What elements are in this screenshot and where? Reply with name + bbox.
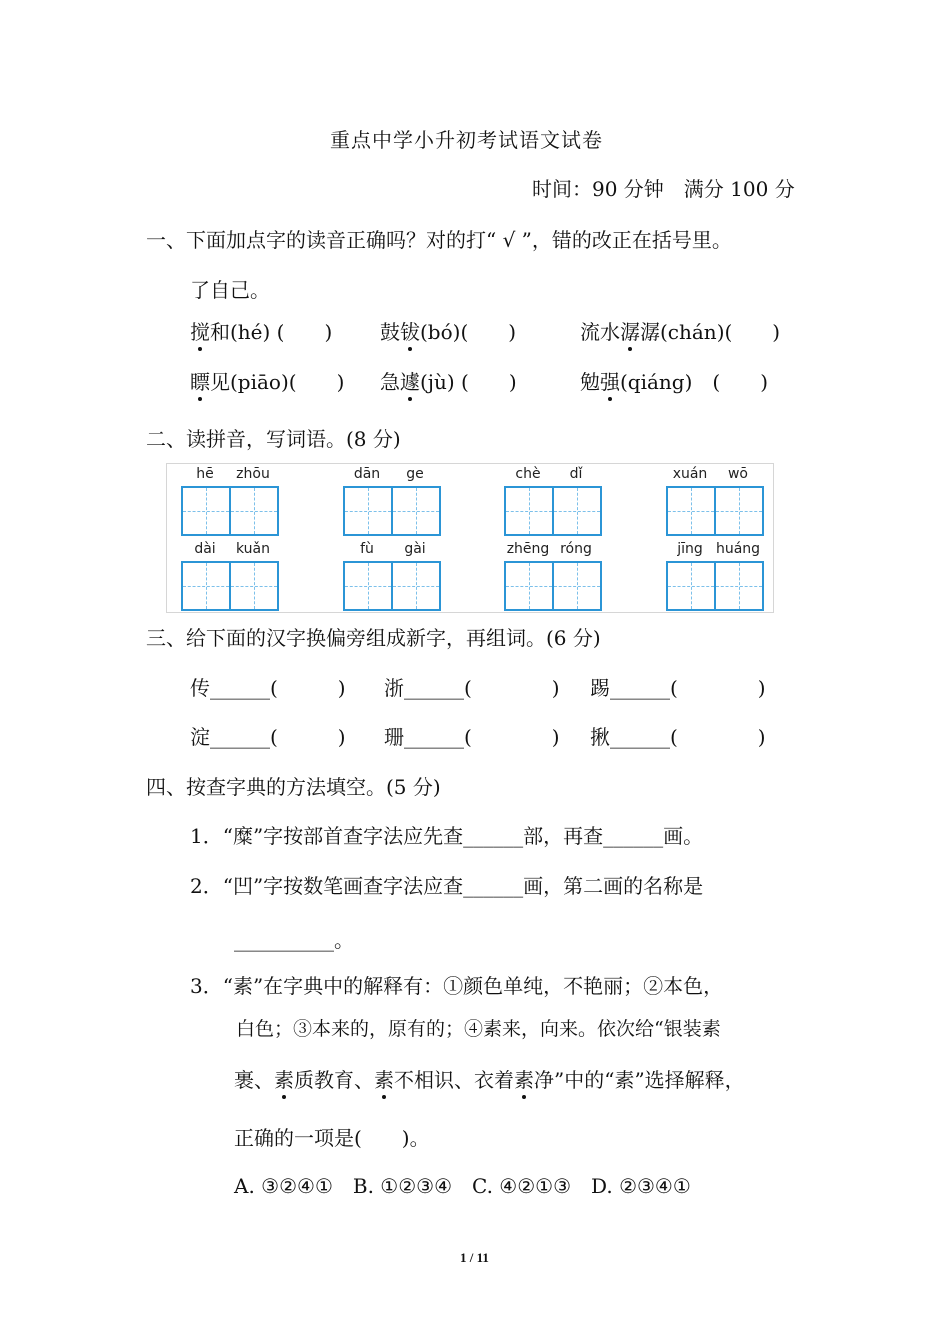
pinyin-label: róng	[560, 541, 592, 557]
pinyin-label: zhōu	[236, 466, 270, 482]
pinyin-word-group	[343, 466, 441, 536]
page-number: 1 / 11	[460, 1250, 489, 1265]
pinyin-grid-image	[166, 463, 774, 613]
pinyin-label: kuǎn	[235, 541, 270, 557]
pinyin-word-group	[181, 541, 279, 611]
writing-box	[391, 561, 441, 611]
writing-box	[391, 486, 441, 536]
writing-box	[229, 561, 279, 611]
writing-box	[181, 486, 231, 536]
pinyin-word-group	[504, 466, 602, 536]
writing-box	[343, 561, 393, 611]
pronunciation-item: 鼓钹(bó)( )	[380, 320, 517, 344]
writing-box	[504, 486, 554, 536]
radical-item-6: 揪______( )	[590, 725, 766, 749]
question-3-line4: 正确的一项是( )。	[234, 1126, 430, 1150]
writing-box	[504, 561, 554, 611]
pinyin-label: huáng	[715, 541, 761, 557]
answer-options: A. ③②④① B. ①②③④ C. ④②①③ D. ②③④①	[234, 1174, 691, 1198]
question-2: 2．“凹”字按数笔画查字法应查______画，第二画的名称是	[190, 874, 704, 898]
pronunciation-item: 搅和(hé) ( )	[190, 320, 333, 344]
pinyin-label: dǐ	[569, 466, 583, 482]
pinyin-label: wō	[727, 466, 748, 482]
pronunciation-item: 急遽(jù) ( )	[380, 370, 517, 394]
writing-box	[714, 486, 764, 536]
exam-info: 时间：90 分钟 满分 100 分	[532, 177, 795, 201]
pinyin-word-group	[666, 466, 764, 536]
pinyin-label: jīng	[677, 541, 703, 557]
radical-item-4: 淀______( )	[190, 725, 346, 749]
pinyin-word-group	[666, 541, 764, 611]
writing-box	[343, 486, 393, 536]
pinyin-label: xuán	[672, 466, 708, 482]
pinyin-word-group	[343, 541, 441, 611]
writing-box	[666, 486, 716, 536]
writing-box	[666, 561, 716, 611]
radical-item-5: 珊______( )	[384, 725, 560, 749]
section-1-heading: 一、下面加点字的读音正确吗？对的打“ √ ”，错的改正在括号里。	[146, 228, 732, 252]
pronunciation-item: 瞟见(piāo)( )	[190, 370, 345, 394]
question-1: 1．“糜”字按部首查字法应先查______部，再查______画。	[190, 824, 704, 848]
question-3: 3．“素”在字典中的解释有：①颜色单纯，不艳丽；②本色，	[190, 974, 724, 998]
pinyin-word-group	[181, 466, 279, 536]
pinyin-label: gài	[404, 541, 426, 557]
pinyin-label: zhēng	[506, 541, 550, 557]
pronunciation-item: 流水潺潺(chán)( )	[580, 320, 781, 344]
pinyin-word-group	[504, 541, 602, 611]
writing-box	[181, 561, 231, 611]
page-title: 重点中学小升初考试语文试卷	[330, 128, 603, 152]
pinyin-label: chè	[515, 466, 541, 482]
question-2-blank: __________。	[234, 928, 354, 952]
writing-box	[552, 561, 602, 611]
section-4-heading: 四、按查字典的方法填空。(5 分)	[146, 775, 441, 799]
section-3-heading: 三、给下面的汉字换偏旁组成新字，再组词。(6 分)	[146, 626, 601, 650]
writing-box	[714, 561, 764, 611]
pinyin-label: hē	[196, 466, 214, 482]
pronunciation-item: 勉强(qiáng) ( )	[580, 370, 769, 394]
writing-box	[552, 486, 602, 536]
pinyin-label: ge	[406, 466, 424, 482]
question-3-line2: 白色；③本来的，原有的；④素来，向来。依次给“银装素	[236, 1018, 721, 1040]
radical-item-3: 踢______( )	[590, 676, 766, 700]
pinyin-label: fù	[360, 541, 374, 557]
radical-item-2: 浙______( )	[384, 676, 560, 700]
section-1-line2: 了自己。	[190, 278, 270, 302]
pinyin-label: dài	[194, 541, 216, 557]
writing-box	[229, 486, 279, 536]
section-2-heading: 二、读拼音，写词语。(8 分)	[146, 427, 401, 451]
pinyin-label: dān	[353, 466, 381, 482]
radical-item-1: 传______( )	[190, 676, 346, 700]
question-3-line3: 裹、素质教育、素不相识、衣着素净”中的“素”选择解释，	[234, 1068, 745, 1092]
